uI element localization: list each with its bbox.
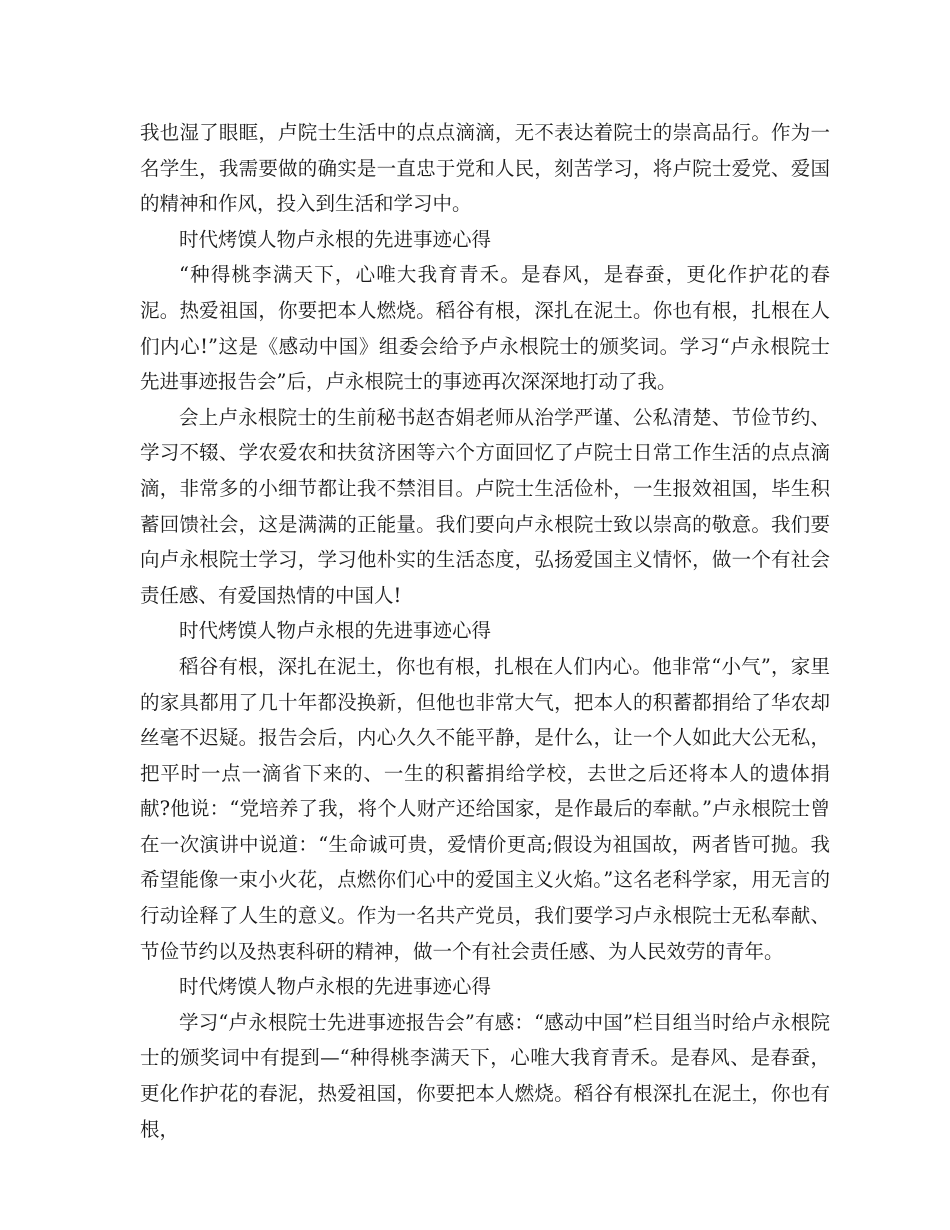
paragraph: 学习“卢永根院士先进事迹报告会”有感：“感动中国”栏目组当时给卢永根院士的颁奖词中有提到—“种得桃李满天下，心唯大我育青禾。是春风、是春蚕，更化作护花的春泥，热爱祖国，你要把本人燃烧。稻谷有根深扎在泥土，你也有根， (140, 1010, 830, 1141)
paragraph: 稻谷有根，深扎在泥土，你也有根，扎根在人们内心。他非常“小气”，家里的家具都用了几十年都没换新，但他也非常大气，把本人的积蓄都捐给了华农却丝毫不迟疑。报告会后，内心久久不能平静，是什么，让一个人如此大公无私，把平时一点一滴省下来的、一生的积蓄捐给学校，去世之后还将本人的遗体捐献?他说：“党培养了我，将个人财产还给国家，是作最后的奉献。”卢永根院士曾在一次演讲中说道：“生命诚可贵，爱情价更高;假设为祖国故，两者皆可抛。我希望能像一束小火花，点燃你们心中的爱国主义火焰。”这名老科学家，用无言的行动诠释了人生的意义。作为一名共产党员，我们要学习卢永根院士无私奉献、节俭节约以及热衷科研的精神，做一个有社会责任感、为人民效劳的青年。 (140, 654, 830, 963)
document-body (140, 115, 830, 1147)
section-heading: 时代烤馍人物卢永根的先进事迹心得 (179, 227, 492, 251)
paragraph: 会上卢永根院士的生前秘书赵杏娟老师从治学严谨、公私清楚、节俭节约、学习不辍、学农爱农和扶贫济困等六个方面回忆了卢院士日常工作生活的点点滴滴，非常多的小细节都让我不禁泪目。卢院士生活俭朴，一生报效祖国，毕生积蓄回馈社会，这是满满的正能量。我们要向卢永根院士致以崇高的敬意。我们要向卢永根院士学习，学习他朴实的生活态度，弘扬爱国主义情怀，做一个有社会责任感、有爱国热情的中国人! (140, 405, 830, 607)
section-heading: 时代烤馍人物卢永根的先进事迹心得 (179, 619, 492, 643)
paragraph: “种得桃李满天下，心唯大我育青禾。是春风，是春蚕，更化作护花的春泥。热爱祖国，你要把本人燃烧。稻谷有根，深扎在泥土。你也有根，扎根在人们内心!”这是《感动中国》组委会给予卢永根院士的颁奖词。学习“卢永根院士先进事迹报告会”后，卢永根院士的事迹再次深深地打动了我。 (140, 263, 830, 394)
section-heading: 时代烤馍人物卢永根的先进事迹心得 (179, 975, 492, 999)
paragraph: 我也湿了眼眶，卢院士生活中的点点滴滴，无不表达着院士的崇高品行。作为一名学生，我需要做的确实是一直忠于党和人民，刻苦学习，将卢院士爱党、爱国的精神和作风，投入到生活和学习中。 (140, 121, 830, 216)
